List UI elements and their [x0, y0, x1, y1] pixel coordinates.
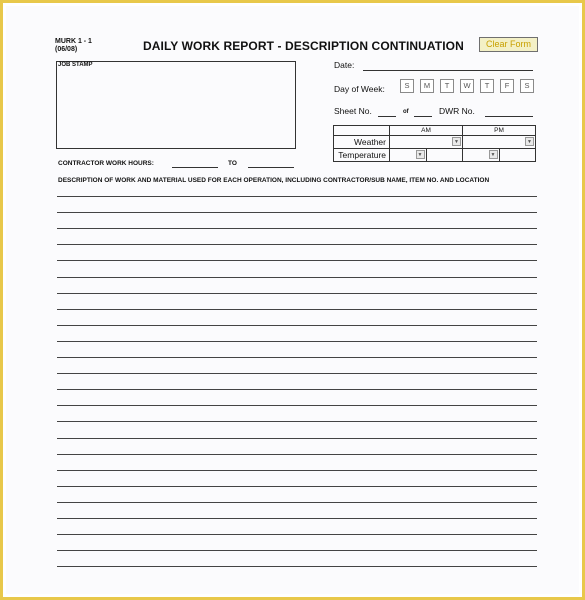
weather-pm-dropdown[interactable] — [463, 136, 536, 149]
temperature-row-label: Temperature — [334, 149, 390, 162]
chevron-down-icon[interactable]: ▼ — [525, 137, 534, 146]
dwr-no-field[interactable] — [485, 116, 533, 117]
description-line[interactable] — [57, 518, 537, 519]
day-checkbox-sunday[interactable]: S — [400, 79, 414, 93]
date-field[interactable] — [363, 70, 533, 71]
day-checkbox-thursday[interactable]: T — [480, 79, 494, 93]
day-checkbox-friday[interactable]: F — [500, 79, 514, 93]
description-line[interactable] — [57, 454, 537, 455]
description-line[interactable] — [57, 405, 537, 406]
description-line[interactable] — [57, 293, 537, 294]
temperature-am-dropdown[interactable] — [390, 149, 427, 162]
description-line[interactable] — [57, 486, 537, 487]
job-stamp-box[interactable] — [56, 61, 296, 149]
description-line[interactable] — [57, 244, 537, 245]
description-line[interactable] — [57, 502, 537, 503]
description-line[interactable] — [57, 550, 537, 551]
description-label: DESCRIPTION OF WORK AND MATERIAL USED FOR EACH OPERATION, INCLUDING CONTRACTOR/SUB NAME, ITEM NO. AND LOCATION — [58, 177, 490, 184]
clear-form-button[interactable]: Clear Form — [479, 37, 538, 52]
day-checkbox-saturday[interactable]: S — [520, 79, 534, 93]
page-title: DAILY WORK REPORT - DESCRIPTION CONTINUATION — [143, 39, 464, 53]
am-header: AM — [390, 126, 463, 136]
date-label: Date: — [334, 60, 355, 70]
description-line[interactable] — [57, 421, 537, 422]
chevron-down-icon[interactable]: ▼ — [416, 150, 425, 159]
day-of-week-label: Day of Week: — [334, 84, 385, 94]
day-checkbox-monday[interactable]: M — [420, 79, 434, 93]
work-hours-start-field[interactable] — [172, 167, 218, 168]
description-line[interactable] — [57, 309, 537, 310]
sheet-no-label: Sheet No. — [334, 106, 372, 116]
description-line[interactable] — [57, 228, 537, 229]
weather-table — [333, 125, 536, 162]
description-line[interactable] — [57, 470, 537, 471]
weather-row-label: Weather — [334, 136, 390, 149]
work-hours-to-label: TO — [228, 160, 237, 167]
description-line[interactable] — [57, 341, 537, 342]
weather-am-dropdown[interactable] — [390, 136, 463, 149]
temperature-am-cell[interactable] — [426, 149, 463, 162]
weather-table-corner — [334, 126, 390, 136]
description-line[interactable] — [57, 534, 537, 535]
description-line[interactable] — [57, 389, 537, 390]
form-id-number: MURK 1 - 1 — [55, 38, 92, 45]
chevron-down-icon[interactable]: ▼ — [452, 137, 461, 146]
pm-header: PM — [463, 126, 536, 136]
sheet-of-label: of — [403, 109, 409, 115]
dwr-no-label: DWR No. — [439, 106, 475, 116]
description-line[interactable] — [57, 212, 537, 213]
description-line[interactable] — [57, 438, 537, 439]
description-line[interactable] — [57, 277, 537, 278]
job-stamp-label: JOB STAMP — [58, 62, 93, 68]
sheet-total-field[interactable] — [414, 116, 432, 117]
day-checkbox-tuesday[interactable]: T — [440, 79, 454, 93]
description-line[interactable] — [57, 566, 537, 567]
sheet-no-field[interactable] — [378, 116, 396, 117]
form-id-date: (06/08) — [55, 46, 78, 53]
form-id — [55, 38, 92, 54]
description-line[interactable] — [57, 196, 537, 197]
chevron-down-icon[interactable]: ▼ — [489, 150, 498, 159]
temperature-pm-cell[interactable] — [499, 149, 536, 162]
description-line[interactable] — [57, 325, 537, 326]
temperature-pm-dropdown[interactable] — [463, 149, 500, 162]
description-line[interactable] — [57, 373, 537, 374]
description-line[interactable] — [57, 260, 537, 261]
description-line[interactable] — [57, 357, 537, 358]
work-hours-label: CONTRACTOR WORK HOURS: — [58, 160, 154, 167]
day-checkbox-wednesday[interactable]: W — [460, 79, 474, 93]
work-hours-end-field[interactable] — [248, 167, 294, 168]
